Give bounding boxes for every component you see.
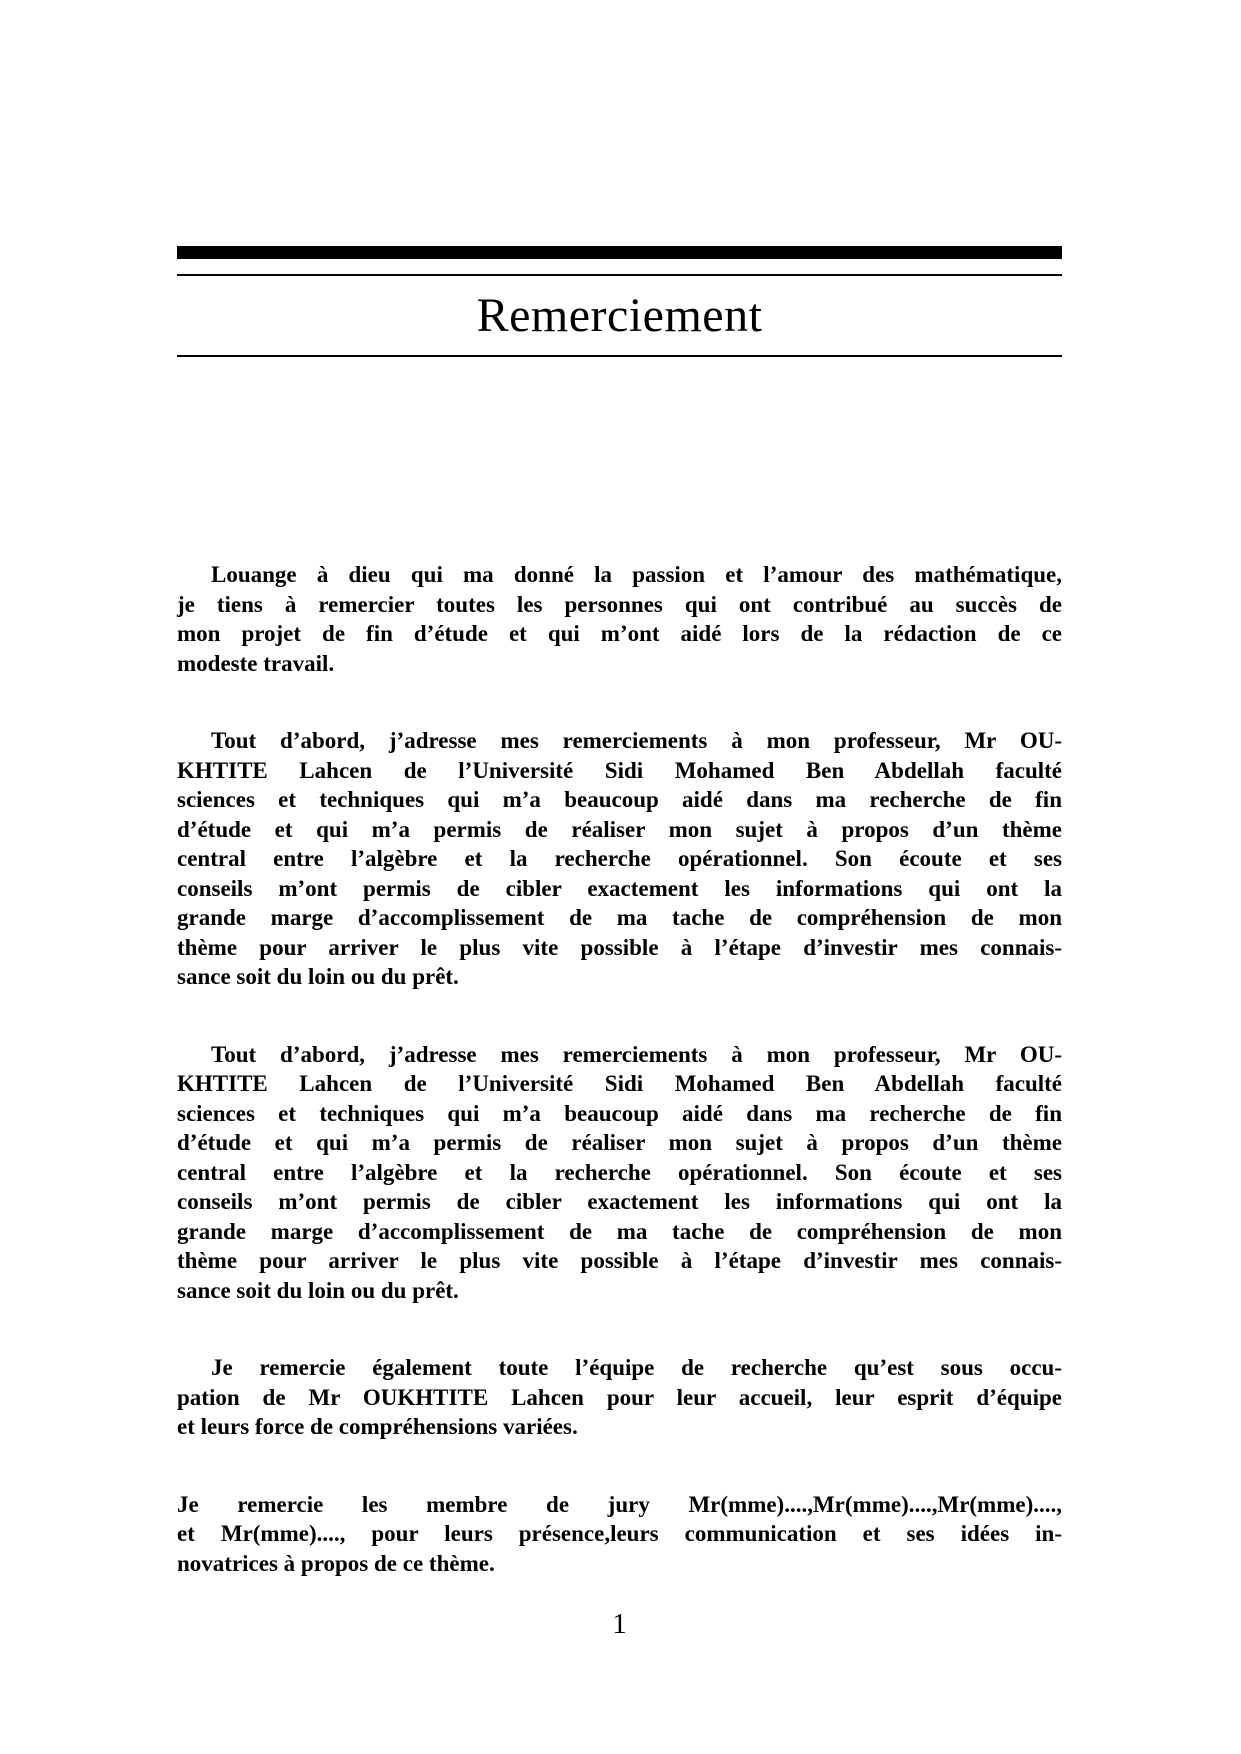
paragraph-line: sance soit du loin ou du prêt. xyxy=(177,964,459,989)
paragraph xyxy=(177,1040,1062,1306)
paragraph-line: grande marge d’accomplissement de ma tache de compréhension de mon xyxy=(177,1218,1062,1244)
paragraph-line: Tout d’abord, j’adresse mes remerciements à mon professeur, Mr OU- xyxy=(211,728,1062,753)
paragraph xyxy=(177,726,1062,992)
paragraph-line: central entre l’algèbre et la recherche opérationnel. Son écoute et ses xyxy=(177,1159,1062,1185)
paragraph-line: central entre l’algèbre et la recherche opérationnel. Son écoute et ses xyxy=(177,846,1062,871)
paragraph-line: sciences et techniques qui m’a beaucoup aidé dans ma recherche de fin xyxy=(177,1100,1062,1126)
paragraph-line: pation de Mr OUKHTITE Lahcen pour leur accueil, leur esprit d’équipe xyxy=(177,1384,1062,1410)
paragraph-line: modeste travail. xyxy=(177,650,335,676)
paragraph-line: thème pour arriver le plus vite possible à l’étape d’investir mes connais- xyxy=(177,1248,1062,1273)
paragraph-line: et leurs force de compréhensions variées. xyxy=(177,1414,578,1439)
paragraph-line: KHTITE Lahcen de l’Université Sidi Mohamed Ben Abdellah faculté xyxy=(177,1071,1062,1096)
paragraph xyxy=(177,1353,1062,1442)
paragraph-line: Tout d’abord, j’adresse mes remerciements à mon professeur, Mr OU- xyxy=(211,1041,1062,1067)
paragraph-line: grande marge d’accomplissement de ma tache de compréhension de mon xyxy=(177,905,1062,930)
paragraph-line: Je remercie également toute l’équipe de recherche qu’est sous occu- xyxy=(211,1355,1062,1380)
paragraph xyxy=(177,560,1062,678)
chapter-rule-thin-bottom xyxy=(177,355,1062,357)
chapter-rule-thick xyxy=(177,246,1062,259)
paragraph-line: d’étude et qui m’a permis de réaliser mon sujet à propos d’un thème xyxy=(177,816,1062,842)
paragraph-line: thème pour arriver le plus vite possible à l’étape d’investir mes connais- xyxy=(177,934,1062,960)
paragraph-line: novatrices à propos de ce thème. xyxy=(177,1550,495,1576)
paragraph-line: Je remercie les membre de jury Mr(mme)....,Mr(mme)....,Mr(mme)...., xyxy=(177,1491,1062,1517)
paragraph-line: conseils m’ont permis de cibler exactement les informations qui ont la xyxy=(177,1189,1062,1214)
paragraph-line: mon projet de fin d’étude et qui m’ont aidé lors de la rédaction de ce xyxy=(177,621,1062,646)
paragraph-line: Louange à dieu qui ma donné la passion et l’amour des mathématique, xyxy=(211,562,1062,587)
paragraph xyxy=(177,1490,1062,1579)
content-column xyxy=(177,0,1062,1754)
paragraph-line: sance soit du loin ou du prêt. xyxy=(177,1277,459,1303)
page-number: 1 xyxy=(612,1608,627,1640)
chapter-title: Remerciement xyxy=(476,289,763,342)
paragraph-line: conseils m’ont permis de cibler exactement les informations qui ont la xyxy=(177,875,1062,901)
paragraph-line: et Mr(mme)...., pour leurs présence,leurs communication et ses idées in- xyxy=(177,1521,1062,1546)
paragraph-line: sciences et techniques qui m’a beaucoup aidé dans ma recherche de fin xyxy=(177,787,1062,812)
body-paragraphs xyxy=(177,560,1062,1578)
paragraph-line: d’étude et qui m’a permis de réaliser mon sujet à propos d’un thème xyxy=(177,1130,1062,1155)
paragraph-line: je tiens à remercier toutes les personnes qui ont contribué au succès de xyxy=(177,591,1062,617)
paragraph-line: KHTITE Lahcen de l’Université Sidi Mohamed Ben Abdellah faculté xyxy=(177,757,1062,783)
